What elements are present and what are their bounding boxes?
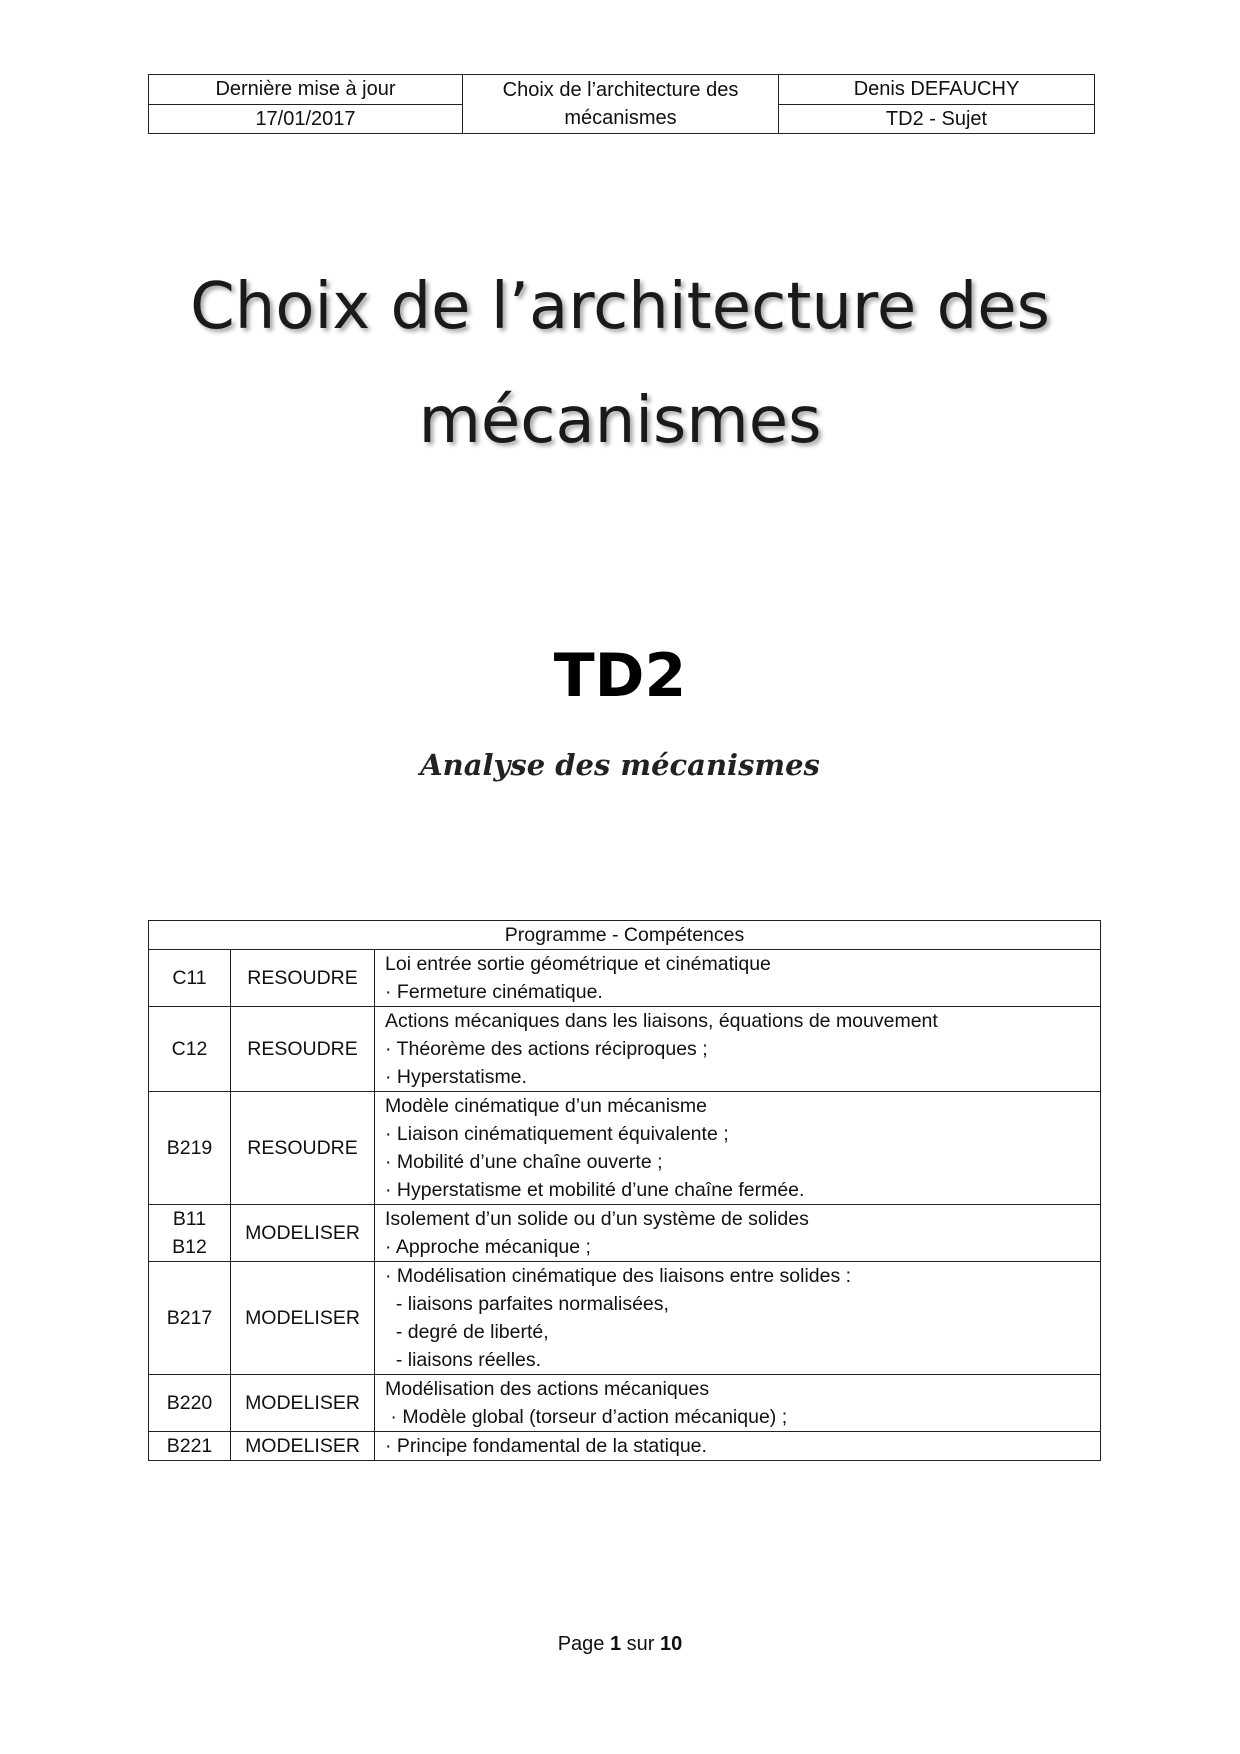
competence-row — [149, 1092, 1101, 1205]
competence-description-line: Loi entrée sortie géométrique et cinématique — [385, 953, 771, 975]
competence-description-line: · Hyperstatisme et mobilité d’une chaîne fermée. — [385, 1179, 805, 1201]
competence-code — [149, 1375, 231, 1432]
competence-row — [149, 950, 1101, 1007]
page-footer — [0, 1630, 1240, 1658]
last-update-label: Dernière mise à jour — [149, 75, 463, 105]
header-doc-title — [463, 75, 779, 134]
competence-description-line: - degré de liberté, — [385, 1321, 549, 1343]
header-table — [148, 74, 1095, 134]
competence-description-line: · Mobilité d’une chaîne ouverte ; — [385, 1151, 663, 1173]
competence-description — [375, 1375, 1101, 1432]
update-date: 17/01/2017 — [149, 104, 463, 134]
competence-description — [375, 1007, 1101, 1092]
competences-body — [149, 950, 1101, 1461]
competence-description — [375, 1092, 1101, 1205]
competence-row — [149, 1007, 1101, 1092]
page-current: 1 — [609, 1633, 622, 1655]
competence-code — [149, 1205, 231, 1262]
competence-row — [149, 1375, 1101, 1432]
competence-description-line: · Principe fondamental de la statique. — [385, 1435, 707, 1457]
competence-code-line: B11 — [172, 1208, 207, 1230]
header-title-line-1: Choix de l’architecture des — [502, 79, 739, 101]
competence-description-line: Actions mécaniques dans les liaisons, équations de mouvement — [385, 1010, 938, 1032]
page-label: Page — [557, 1633, 605, 1655]
author-name: Denis DEFAUCHY — [779, 75, 1095, 105]
competence-description-line: - liaisons réelles. — [385, 1349, 542, 1371]
competence-code — [149, 1007, 231, 1092]
competence-description-line: Modèle cinématique d’un mécanisme — [385, 1095, 707, 1117]
competence-row — [149, 1205, 1101, 1262]
competence-verb: RESOUDRE — [231, 950, 375, 1007]
competence-description-line: Isolement d’un solide ou d’un système de solides — [385, 1208, 809, 1230]
competence-description-line: · Modèle global (torseur d’action mécanique) ; — [385, 1406, 788, 1428]
competence-code-line: B12 — [172, 1236, 207, 1258]
competences-table — [148, 920, 1101, 1461]
competences-caption-row — [149, 921, 1101, 950]
competence-code-line: B217 — [166, 1307, 213, 1329]
competence-description — [375, 1262, 1101, 1375]
competence-description — [375, 1432, 1101, 1461]
competence-description-line: Modélisation des actions mécaniques — [385, 1378, 710, 1400]
competence-code — [149, 1262, 231, 1375]
competence-code — [149, 1432, 231, 1461]
competence-row — [149, 1262, 1101, 1375]
competence-description-line: - liaisons parfaites normalisées, — [385, 1293, 669, 1315]
competence-code-line: B221 — [166, 1435, 213, 1457]
document-title — [0, 250, 1240, 478]
header-row-1 — [149, 75, 1095, 105]
competence-description — [375, 950, 1101, 1007]
competence-verb: MODELISER — [231, 1262, 375, 1375]
competence-description — [375, 1205, 1101, 1262]
competence-description-line: · Fermeture cinématique. — [385, 981, 603, 1003]
competence-code — [149, 1092, 231, 1205]
td-label: TD2 — [553, 641, 687, 711]
competences-caption: Programme - Compétences — [149, 921, 1101, 950]
competence-code — [149, 950, 231, 1007]
of-label: sur — [626, 1633, 655, 1655]
competence-code-line: B219 — [166, 1137, 213, 1159]
competence-description-line: · Hyperstatisme. — [385, 1066, 527, 1088]
competence-verb: RESOUDRE — [231, 1092, 375, 1205]
doc-reference: TD2 - Sujet — [779, 104, 1095, 134]
document-title-line-2: mécanismes — [418, 384, 822, 458]
competence-code-line: C12 — [171, 1038, 208, 1060]
header-title-line-2: mécanismes — [564, 107, 677, 129]
document-title-line-1: Choix de l’architecture des — [190, 270, 1050, 344]
competence-row — [149, 1432, 1101, 1461]
competence-code-line: C11 — [172, 967, 207, 989]
page-total: 10 — [660, 1633, 683, 1655]
competence-description-line: · Théorème des actions réciproques ; — [385, 1038, 708, 1060]
competence-verb: MODELISER — [231, 1205, 375, 1262]
competence-verb: MODELISER — [231, 1375, 375, 1432]
competence-description-line: · Modélisation cinématique des liaisons entre solides : — [385, 1265, 852, 1287]
competence-description-line: · Liaison cinématiquement équivalente ; — [385, 1123, 729, 1145]
competence-description-line: · Approche mécanique ; — [385, 1236, 591, 1258]
competence-code-line: B220 — [166, 1392, 213, 1414]
subtitle: Analyse des mécanismes — [420, 748, 820, 782]
competence-verb: MODELISER — [231, 1432, 375, 1461]
competence-verb: RESOUDRE — [231, 1007, 375, 1092]
